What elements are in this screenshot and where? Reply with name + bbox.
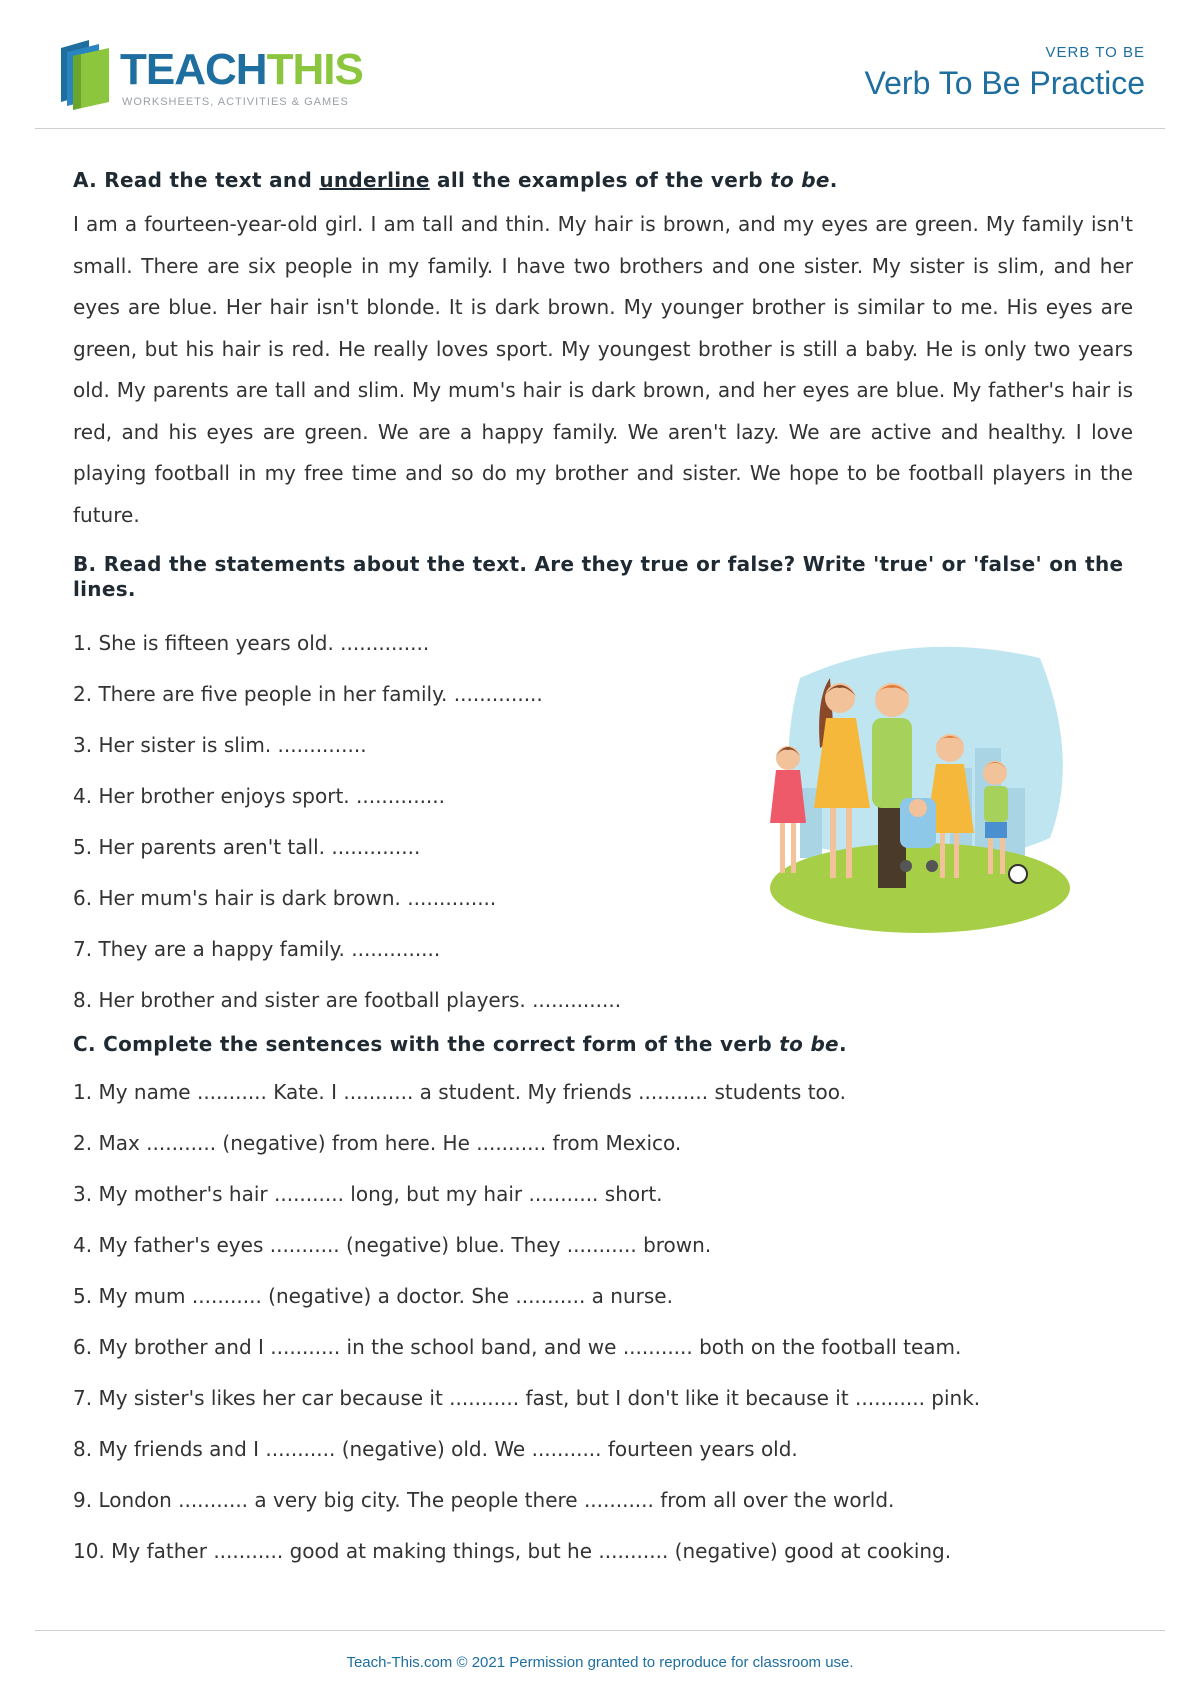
sentence-item[interactable]: 7. My sister's likes her car because it ........... fast, but I don't like it because it ........... pink. bbox=[73, 1386, 981, 1410]
section-a-heading bbox=[73, 168, 1133, 193]
sentence-item[interactable]: 5. My mum ........... (negative) a doctor. She ........... a nurse. bbox=[73, 1284, 673, 1308]
statement-item[interactable]: 5. Her parents aren't tall. .............. bbox=[73, 835, 421, 859]
sentence-item[interactable]: 1. My name ........... Kate. I ........... a student. My friends ........... students too. bbox=[73, 1080, 847, 1104]
section-b-heading: B. Read the statements about the text. Are they true or false? Write 'true' or 'false' on the lines. bbox=[73, 552, 1124, 601]
statement-item[interactable]: 3. Her sister is slim. .............. bbox=[73, 733, 367, 757]
brand-name-part1: TEACH bbox=[120, 45, 267, 94]
section-a-heading-prefix: A. Read the text and bbox=[73, 168, 320, 192]
statement-item[interactable]: 6. Her mum's hair is dark brown. .............. bbox=[73, 886, 497, 910]
header-kicker: VERB TO BE bbox=[1045, 44, 1145, 61]
copyright-footer: Teach-This.com © 2021 Permission granted to reproduce for classroom use. bbox=[346, 1654, 854, 1671]
section-a-heading-italic: to be bbox=[770, 168, 830, 192]
brand-name-part2: THIS bbox=[266, 45, 363, 94]
sentence-item[interactable]: 9. London ........... a very big city. The people there ........... from all over the world. bbox=[73, 1488, 895, 1512]
section-a-heading-suffix: . bbox=[829, 168, 838, 192]
footer-divider bbox=[35, 1630, 1165, 1631]
statement-item[interactable]: 4. Her brother enjoys sport. .............. bbox=[73, 784, 446, 808]
section-a-text: I am a fourteen-year-old girl. I am tall and thin. My hair is brown, and my eyes are green. My family isn't small. There are six people in my family. I have two brothers and one sister. My sister is slim, and her eyes are blue. Her hair isn't blonde. It is dark brown. My younger brother is similar to me. His eyes are green, but his hair is red. He really loves sport. My youngest brother is still a baby. He is only two years old. My parents are tall and slim. My mum's hair is dark brown, and her eyes are blue. My father's hair is red, and his eyes are green. We are a happy family. We aren't lazy. We are active and healthy. I love playing football in my free time and so do my brother and sister. We hope to be football players in the future. bbox=[73, 212, 1133, 527]
sentence-item[interactable]: 4. My father's eyes ........... (negative) blue. They ........... brown. bbox=[73, 1233, 712, 1257]
header-divider bbox=[35, 128, 1165, 129]
sentence-item[interactable]: 10. My father ........... good at making things, but he ........... (negative) good at cooking. bbox=[73, 1539, 952, 1563]
brand-name bbox=[120, 46, 363, 94]
section-a-heading-underlined: underline bbox=[319, 168, 430, 192]
book-logo-icon bbox=[55, 38, 115, 110]
statement-item[interactable]: 1. She is fifteen years old. .............. bbox=[73, 631, 430, 655]
statement-item[interactable]: 7. They are a happy family. .............. bbox=[73, 937, 441, 961]
section-c-heading-suffix: . bbox=[838, 1032, 847, 1056]
section-c-heading-italic: to be bbox=[779, 1032, 839, 1056]
sentence-item[interactable]: 3. My mother's hair ........... long, but my hair ........... short. bbox=[73, 1182, 663, 1206]
section-c-list bbox=[73, 1067, 1133, 1577]
page-title: Verb To Be Practice bbox=[864, 65, 1145, 101]
sentence-item[interactable]: 6. My brother and I ........... in the school band, and we ........... both on the football team. bbox=[73, 1335, 962, 1359]
statement-item[interactable]: 8. Her brother and sister are football players. .............. bbox=[73, 988, 622, 1012]
statement-item[interactable]: 2. There are five people in her family. .............. bbox=[73, 682, 543, 706]
page-header bbox=[35, 30, 1165, 130]
section-c-heading-prefix: C. Complete the sentences with the correct form of the verb bbox=[73, 1032, 780, 1056]
family-illustration bbox=[760, 638, 1070, 938]
header-titles bbox=[865, 44, 1145, 102]
section-c-heading bbox=[73, 1032, 1133, 1057]
section-a-heading-middle: all the examples of the verb bbox=[429, 168, 771, 192]
brand-tagline: WORKSHEETS, ACTIVITIES & GAMES bbox=[122, 96, 349, 108]
teach-this-logo[interactable] bbox=[55, 38, 375, 118]
sentence-item[interactable]: 8. My friends and I ........... (negative) old. We ........... fourteen years old. bbox=[73, 1437, 798, 1461]
sentence-item[interactable]: 2. Max ........... (negative) from here. He ........... from Mexico. bbox=[73, 1131, 682, 1155]
